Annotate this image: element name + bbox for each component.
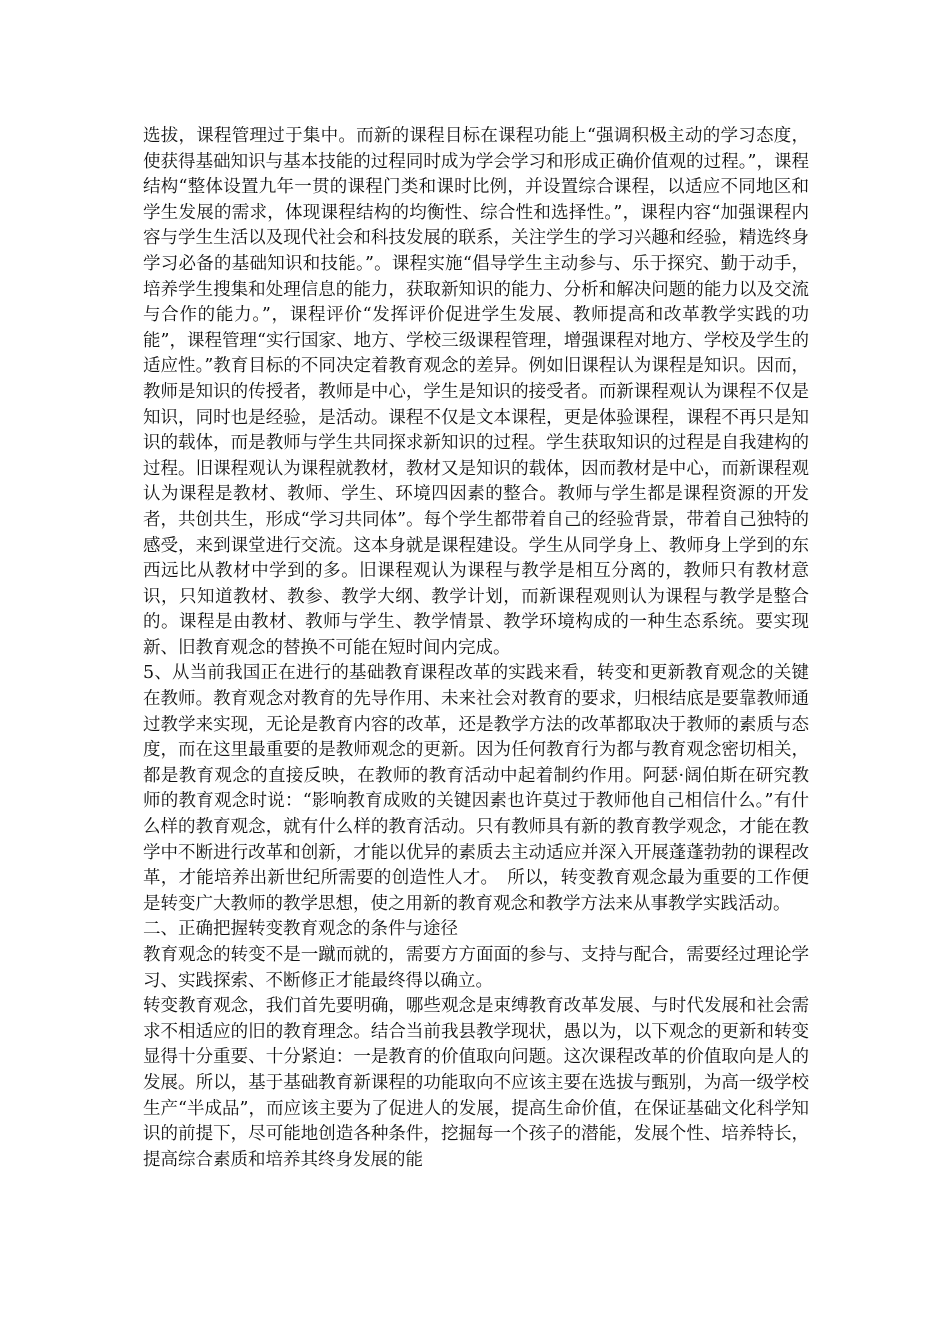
document-body bbox=[143, 124, 809, 1173]
paragraph-teacher-key: 5、从当前我国正在进行的基础教育课程改革的实践来看，转变和更新教育观念的关键在教师。教育观念对教育的先导作用、未来社会对教育的要求，归根结底是要靠教师通过教学来实现，无论是教育内容的改革，还是教学方法的改革都取决于教师的素质与态度，而在这里最重要的是教师观念的更新。因为任何教育行为都与教育观念密切相关，都是教育观念的直接反映，在教师的教育活动中起着制约作用。阿瑟·阔伯斯在研究教师的教育观念时说：“影响教育成败的关键因素也许莫过于教师他自己相信什么。”有什么样的教育观念，就有什么样的教育活动。只有教师具有新的教育教学观念，才能在教学中不断进行改革和创新，才能以优异的素质去主动适应并深入开展蓬蓬勃勃的课程改革，才能培养出新世纪所需要的创造性人才。 所以，转变教育观念最为重要的工作便是转变广大教师的教学思想，使之用新的教育观念和教学方法来从事教学实践活动。 bbox=[143, 663, 809, 914]
paragraph-curriculum-reform: 选拔，课程管理过于集中。而新的课程目标在课程功能上“强调积极主动的学习态度，使获得基础知识与基本技能的过程同时成为学会学习和形成正确价值观的过程。”，课程结构“整体设置九年一贯的课程门类和课时比例，并设置综合课程，以适应不同地区和学生发展的需求，体现课程结构的均衡性、综合性和选择性。”，课程内容“加强课程内容与学生生活以及现代社会和科技发展的联系，关注学生的学习兴趣和经验，精选终身学习必备的基础知识和技能。”。课程实施“倡导学生主动参与、乐于探究、勤于动手，培养学生搜集和处理信息的能力，获取新知识的能力、分析和解决问题的能力以及交流与合作的能力。”，课程评价“发挥评价促进学生发展、教师提高和改革教学实践的功能”，课程管理“实行国家、地方、学校三级课程管理，增强课程对地方、学校及学生的适应性。”教育目标的不同决定着教育观念的差异。例如旧课程认为课程是知识。因而，教师是知识的传授者，教师是中心，学生是知识的接受者。而新课程观认为课程不仅是知识，同时也是经验，是活动。课程不仅是文本课程，更是体验课程，课程不再只是知识的载体，而是教师与学生共同探求新知识的过程。学生获取知识的过程是自我建构的过程。旧课程观认为课程就教材，教材又是知识的载体，因而教材是中心，而新课程观认为课程是教材、教师、学生、环境四因素的整合。教师与学生都是课程资源的开发者，共创共生，形成“学习共同体”。每个学生都带着自己的经验背景，带着自己独特的感受，来到课堂进行交流。这本身就是课程建设。学生从同学身上、教师身上学到的东西远比从教材中学到的多。旧课程观认为课程与教学是相互分离的，教师只有教材意识，只知道教材、教参、教学大纲、教学计划，而新课程观则认为课程与教学是整合的。课程是由教材、教师与学生、教学情景、教学环境构成的一种生态系统。要实现新、旧教育观念的替换不可能在短时间内完成。 bbox=[143, 126, 809, 658]
paragraph-value-orientation: 转变教育观念，我们首先要明确，哪些观念是束缚教育改革发展、与时代发展和社会需求不相适应的旧的教育理念。结合当前我县教学现状，愚以为，以下观念的更新和转变显得十分重要、十分紧迫：一是教育的价值取向问题。这次课程改革的价值取向是人的发展。所以，基于基础教育新课程的功能取向不应该主要在选拔与甄别，为高一级学校生产“半成品”，而应该主要为了促进人的发展，提高生命价值，在保证基础文化科学知识的前提下，尽可能地创造各种条件，挖掘每一个孩子的潜能，发展个性、培养特长，提高综合素质和培养其终身发展的能 bbox=[143, 996, 809, 1170]
paragraph-conditions: 教育观念的转变不是一蹴而就的，需要方方面面的参与、支持与配合，需要经过理论学习、实践探索、不断修正才能最终得以确立。 bbox=[143, 945, 809, 991]
section-heading: 二、正确把握转变教育观念的条件与途径 bbox=[143, 919, 458, 940]
